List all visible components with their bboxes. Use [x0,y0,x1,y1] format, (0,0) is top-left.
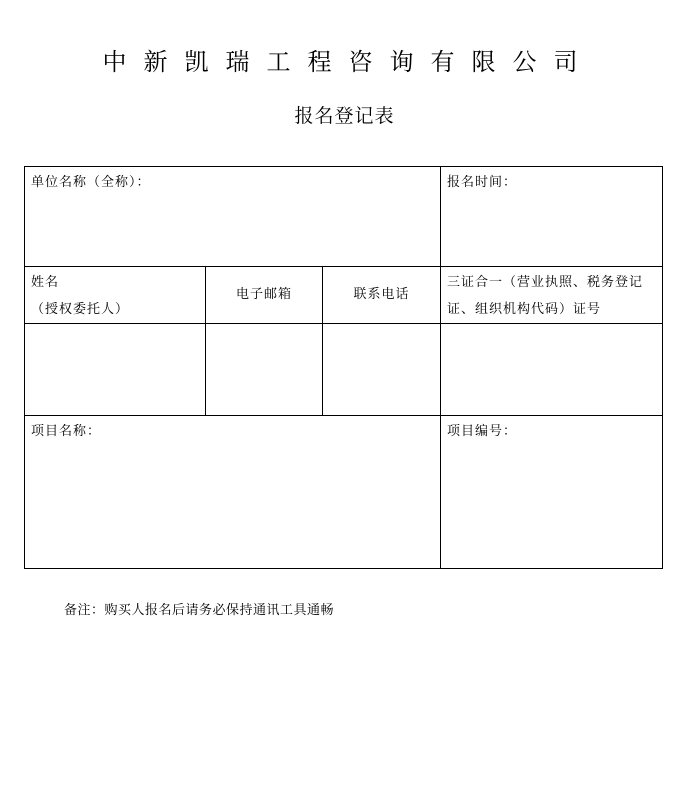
contact-name-label: 姓名 [31,275,60,290]
contact-name-input-cell[interactable] [25,324,206,416]
unit-name-label: 单位名称（全称）： [31,175,151,190]
register-time-cell[interactable] [441,167,663,267]
project-number-label: 项目编号： [447,424,518,439]
license-label-line1: 三证合一（营业执照、税务登记 [447,275,644,290]
table-row [25,267,663,324]
table-row [25,167,663,267]
license-header-cell [441,267,663,324]
table-row [25,416,663,569]
project-name-cell[interactable] [25,416,441,569]
phone-label: 联系电话 [353,287,410,302]
contact-name-sub-label: （授权委托人） [31,302,130,317]
email-label: 电子邮箱 [235,287,292,302]
form-title: 报名登记表 [294,105,395,127]
phone-header-cell [323,267,441,324]
company-name: 中新凯瑞工程咨询有限公司 [102,48,595,76]
license-label-line2: 证、组织机构代码）证号 [447,302,602,317]
contact-name-header-cell [25,267,206,324]
phone-input-cell[interactable] [323,324,441,416]
license-input-cell[interactable] [441,324,663,416]
email-header-cell [206,267,323,324]
email-input-cell[interactable] [206,324,323,416]
footnote: 备注：购买人报名后请务必保持通讯工具通畅 [64,603,335,618]
project-number-cell[interactable] [441,416,663,569]
register-time-label: 报名时间： [447,175,518,190]
unit-name-cell[interactable] [25,167,441,267]
project-name-label: 项目名称： [31,424,102,439]
registration-table [24,166,663,569]
table-row [25,324,663,416]
